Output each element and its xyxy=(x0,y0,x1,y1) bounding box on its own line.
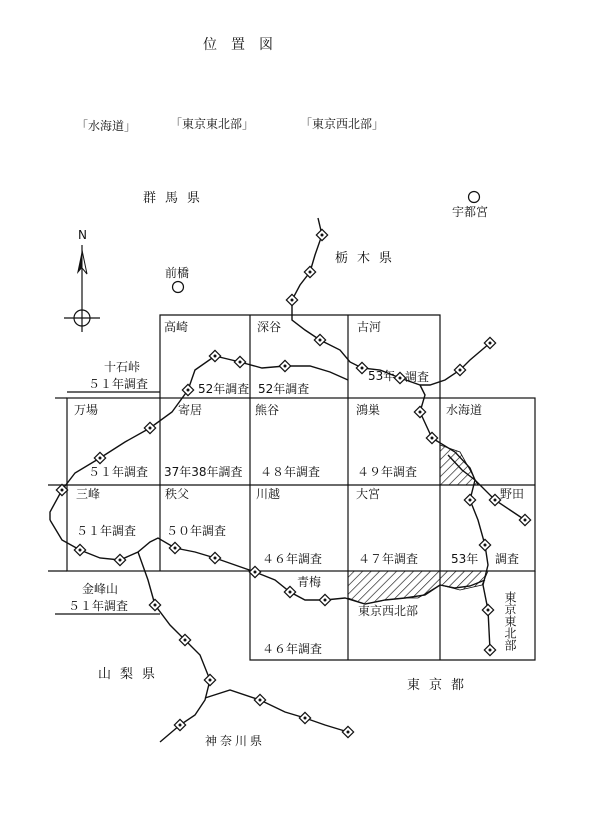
north-arrow-icon xyxy=(64,245,100,332)
survey-konosu: ４９年調査 xyxy=(357,465,418,479)
survey-takasaki: 52年調査 xyxy=(198,382,250,396)
sheet-mitsumine: 三峰 xyxy=(76,487,101,501)
map-title: 位 置 図 xyxy=(203,37,273,53)
prefecture-gunma: 群馬県 xyxy=(143,191,210,206)
hatched-area-mitsukaido xyxy=(440,445,478,485)
survey-kawagoe: ４６年調査 xyxy=(262,552,323,566)
sheet-manba: 万場 xyxy=(74,403,99,417)
sheet-kawagoe: 川越 xyxy=(256,487,281,501)
utsunomiya-marker-icon xyxy=(469,192,480,203)
prefecture-tochigi: 栃木県 xyxy=(335,251,402,266)
sheet-jikkoku: 十石峠 xyxy=(104,360,141,374)
sheet-mitsukaido: 水海道 xyxy=(446,403,483,417)
survey-chichibu: ５０年調査 xyxy=(166,524,227,538)
sheet-chichibu: 秩父 xyxy=(165,487,190,501)
survey-omiya: ４７年調査 xyxy=(358,552,419,566)
sheet-kumagaya: 熊谷 xyxy=(255,403,280,417)
sheet-omiya: 大宮 xyxy=(356,487,381,501)
sheet-noda: 野田 xyxy=(500,487,525,501)
sheet-list-item-tokyo-ne: 「東京東北部」 xyxy=(170,117,255,131)
sheet-koga: 古河 xyxy=(357,320,382,334)
survey-mitsumine: ５１年調査 xyxy=(76,524,137,538)
survey-manba: ５１年調査 xyxy=(88,465,149,479)
survey-kumagaya: ４８年調査 xyxy=(260,465,321,479)
survey-koga-year: 53年 xyxy=(368,369,396,383)
prefecture-yamanashi: 山梨県 xyxy=(98,667,165,682)
sheet-ome: 青梅 xyxy=(297,575,322,589)
sheet-konosu: 鴻巣 xyxy=(356,403,381,417)
survey-fukaya: 52年調査 xyxy=(258,382,310,396)
north-label: N xyxy=(78,228,87,242)
prefecture-tokyo: 東京都 xyxy=(407,678,474,693)
sheet-list-item-tokyo-nw: 「東京西北部」 xyxy=(300,117,385,131)
survey-kinpu: ５１年調査 xyxy=(68,599,129,613)
survey-noda-year: 53年 xyxy=(451,552,479,566)
survey-noda-suffix: 調査 xyxy=(495,552,520,566)
city-utsunomiya: 宇都宮 xyxy=(452,205,489,219)
sheet-tokyo-ne: 東京東北部 xyxy=(503,591,517,651)
survey-ome: ４６年調査 xyxy=(262,642,323,656)
sheet-takasaki: 高崎 xyxy=(164,320,189,334)
sheet-tokyo-nw: 東京西北部 xyxy=(358,604,419,618)
maebashi-marker-icon xyxy=(173,282,184,293)
sheet-fukaya: 深谷 xyxy=(257,320,282,334)
survey-yorii: 37年38年調査 xyxy=(164,465,243,479)
sheet-yorii: 寄居 xyxy=(178,403,203,417)
sheet-kinpu: 金峰山 xyxy=(82,582,119,596)
survey-jikkoku: ５１年調査 xyxy=(88,377,149,391)
prefecture-kanagawa: 神奈川県 xyxy=(205,734,266,748)
sheet-list-item-mitsukaido: 「水海道」 xyxy=(76,119,137,133)
survey-koga-suffix: 調査 xyxy=(405,370,430,384)
city-maebashi: 前橋 xyxy=(165,266,190,280)
